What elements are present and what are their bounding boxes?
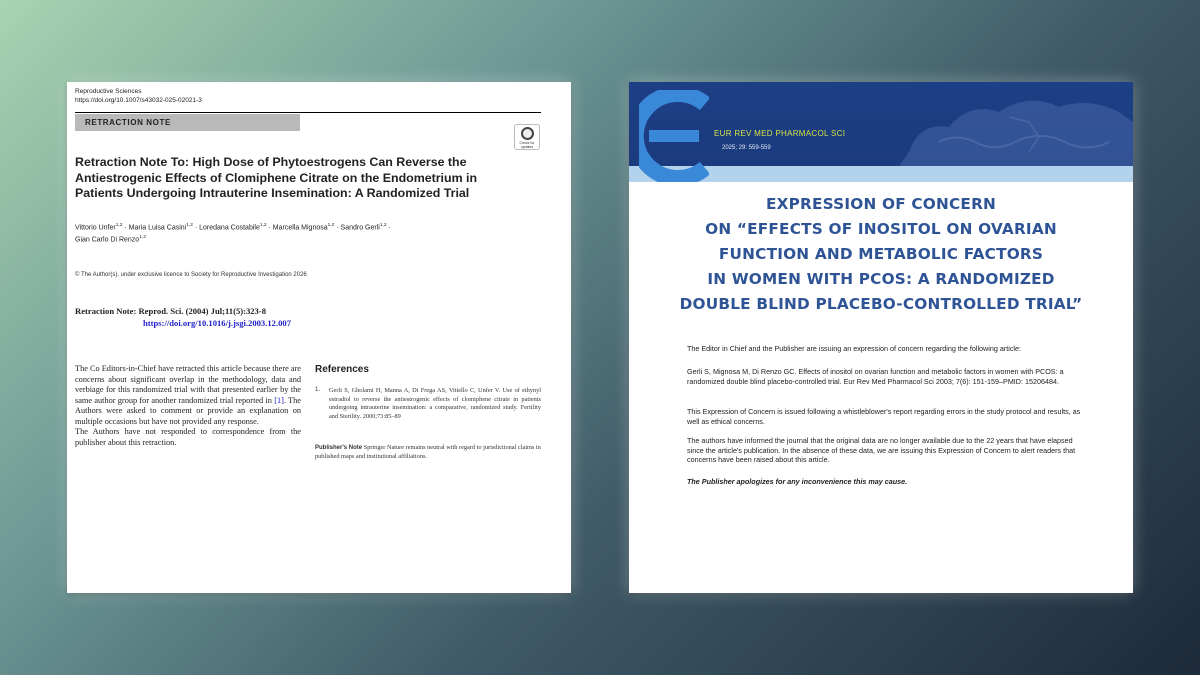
body-paragraph-2: The Authors have not responded to correspondence from the publisher about this retraction. [75, 427, 301, 447]
journal-name: Reproductive Sciences [75, 88, 142, 95]
journal-logo-icon [639, 90, 709, 182]
body-paragraph-1 [75, 364, 301, 426]
publisher-note [315, 444, 541, 461]
journal-volume: 2025; 29: 559-559 [722, 145, 771, 151]
concern-title: EXPRESSION OF CONCERN ON “EFFECTS OF INOSITOL ON OVARIAN FUNCTION AND METABOLIC FACTORS IN WOMEN WITH PCOS: A RANDOMIZED DOUBLE BLIND PLACEBO-CONTROLLED TRIAL” [679, 195, 1083, 313]
references-heading: References [315, 364, 369, 375]
article-doi[interactable]: https://doi.org/10.1007/s43032-025-02021-3 [75, 96, 202, 104]
concern-paragraph-3: The authors have informed the journal that the original data are no longer available due to the 22 years that have elapsed since the article's publication. In the absence of these data, we are issuing this Expression of Concern to alert readers that concerns have been raised about this article. [687, 436, 1076, 465]
concern-paragraph-2: This Expression of Concern is issued following a whistleblower's report regarding errors in the study protocol and results, as well as ethical concerns. [687, 407, 1081, 426]
publisher-note-text: Springer Nature remains neutral with regard to jurisdictional claims in published maps and institutional affiliations. [315, 444, 541, 460]
concern-citation: Gerli S, Mignosa M, Di Renzo GC. Effects of inositol on ovarian function and metabolic factors in women with PCOS: a randomized double blind placebo-controlled trial. Eur Rev Med Pharmacol Sci 2003; 7(6): 151-159–PMID: 15206484. [687, 367, 1064, 386]
citation-link[interactable]: [1] [274, 395, 284, 405]
concern-paragraph-1: The Editor in Chief and the Publisher are issuing an expression of concern regarding the following article: [687, 344, 1022, 353]
reference-number: 1. [315, 387, 321, 393]
author-name: Marcella Mignosa [272, 224, 328, 232]
header-rule [75, 112, 541, 113]
article-title: Retraction Note To: High Dose of Phytoestrogens Can Reverse the Antiestrogenic Effects of Clomiphene Citrate on the Endometrium in Patients Undergoing Intrauterine Insemination: A Randomized Trial [75, 155, 478, 200]
author-affiliation: 1,2 [139, 235, 146, 241]
retraction-body [75, 364, 301, 448]
reference-item: Gerli S, Gholami H, Manna A, Di Frega AS, Vitiello C, Unfer V. Use of ethynyl estradiol to reverse the antiestrogenic effects of clomiphene citrate in patients undergoing intrauterine insemination: a comparative, randomized study. Fertility and Sterility. 2000;73:85–89 [329, 387, 541, 420]
retraction-note-page [67, 82, 571, 593]
body-text: The Co Editors-in-Chief have retracted this article because there are concerns about significant overlap in the methodology, data and verbiage for this randomized trial with that presented earlier by the same author group for another randomized trial reported in [75, 364, 301, 405]
retraction-doi-link[interactable]: https://doi.org/10.1016/j.jsgi.2003.12.007 [143, 318, 292, 328]
check-for-updates-button[interactable] [514, 124, 540, 150]
publisher-note-label: Publisher's Note [315, 445, 363, 451]
author-affiliation: 1,2 [186, 223, 193, 228]
europe-map-graphic [879, 82, 1133, 166]
retraction-note-badge: RETRACTION NOTE [75, 114, 300, 131]
author-name: Vittorio Unfer [75, 224, 116, 232]
expression-of-concern-page [629, 82, 1133, 593]
author-name: Maria Luisa Casini [128, 224, 187, 232]
author-name: Loredana Costabile [199, 224, 260, 232]
publisher-apology: The Publisher apologizes for any inconvenience this may cause. [687, 477, 908, 486]
journal-name: EUR REV MED PHARMACOL SCI [714, 129, 846, 138]
author-affiliation: 1,2 [379, 223, 387, 228]
journal-header [75, 88, 202, 105]
check-updates-icon [521, 127, 534, 140]
author-list: Vittorio Unfer$^{1,2}$ · Maria Luisa Casini$^{1,2}$ · Loredana Costabile$^{1,2}$ · Marcella Mignosa$^{1,2}$ · Sandro Gerli$^{1,2}$ · Gian Carlo Di Renzo$^{1,2}$ [75, 223, 391, 244]
author-affiliation: 1,2 [327, 223, 335, 228]
author-affiliation: 1,2 [259, 223, 267, 228]
author-name: Sandro Gerli [340, 224, 380, 232]
body-text: . The Authors were asked to comment or provide an explanation on multiple occasions but have not provided any response. [75, 395, 301, 426]
retraction-note-citation: Retraction Note: Reprod. Sci. (2004) Jul;11(5):323-8 [75, 306, 267, 316]
author-affiliation: 1,2 [115, 223, 123, 228]
copyright-line: © The Author(s), under exclusive licence to Society for Reproductive Investigation 2026 [75, 272, 307, 278]
check-updates-label: Check for updates [519, 141, 535, 149]
journal-banner [629, 82, 1133, 182]
author-name: Gian Carlo Di Renzo [75, 236, 140, 244]
